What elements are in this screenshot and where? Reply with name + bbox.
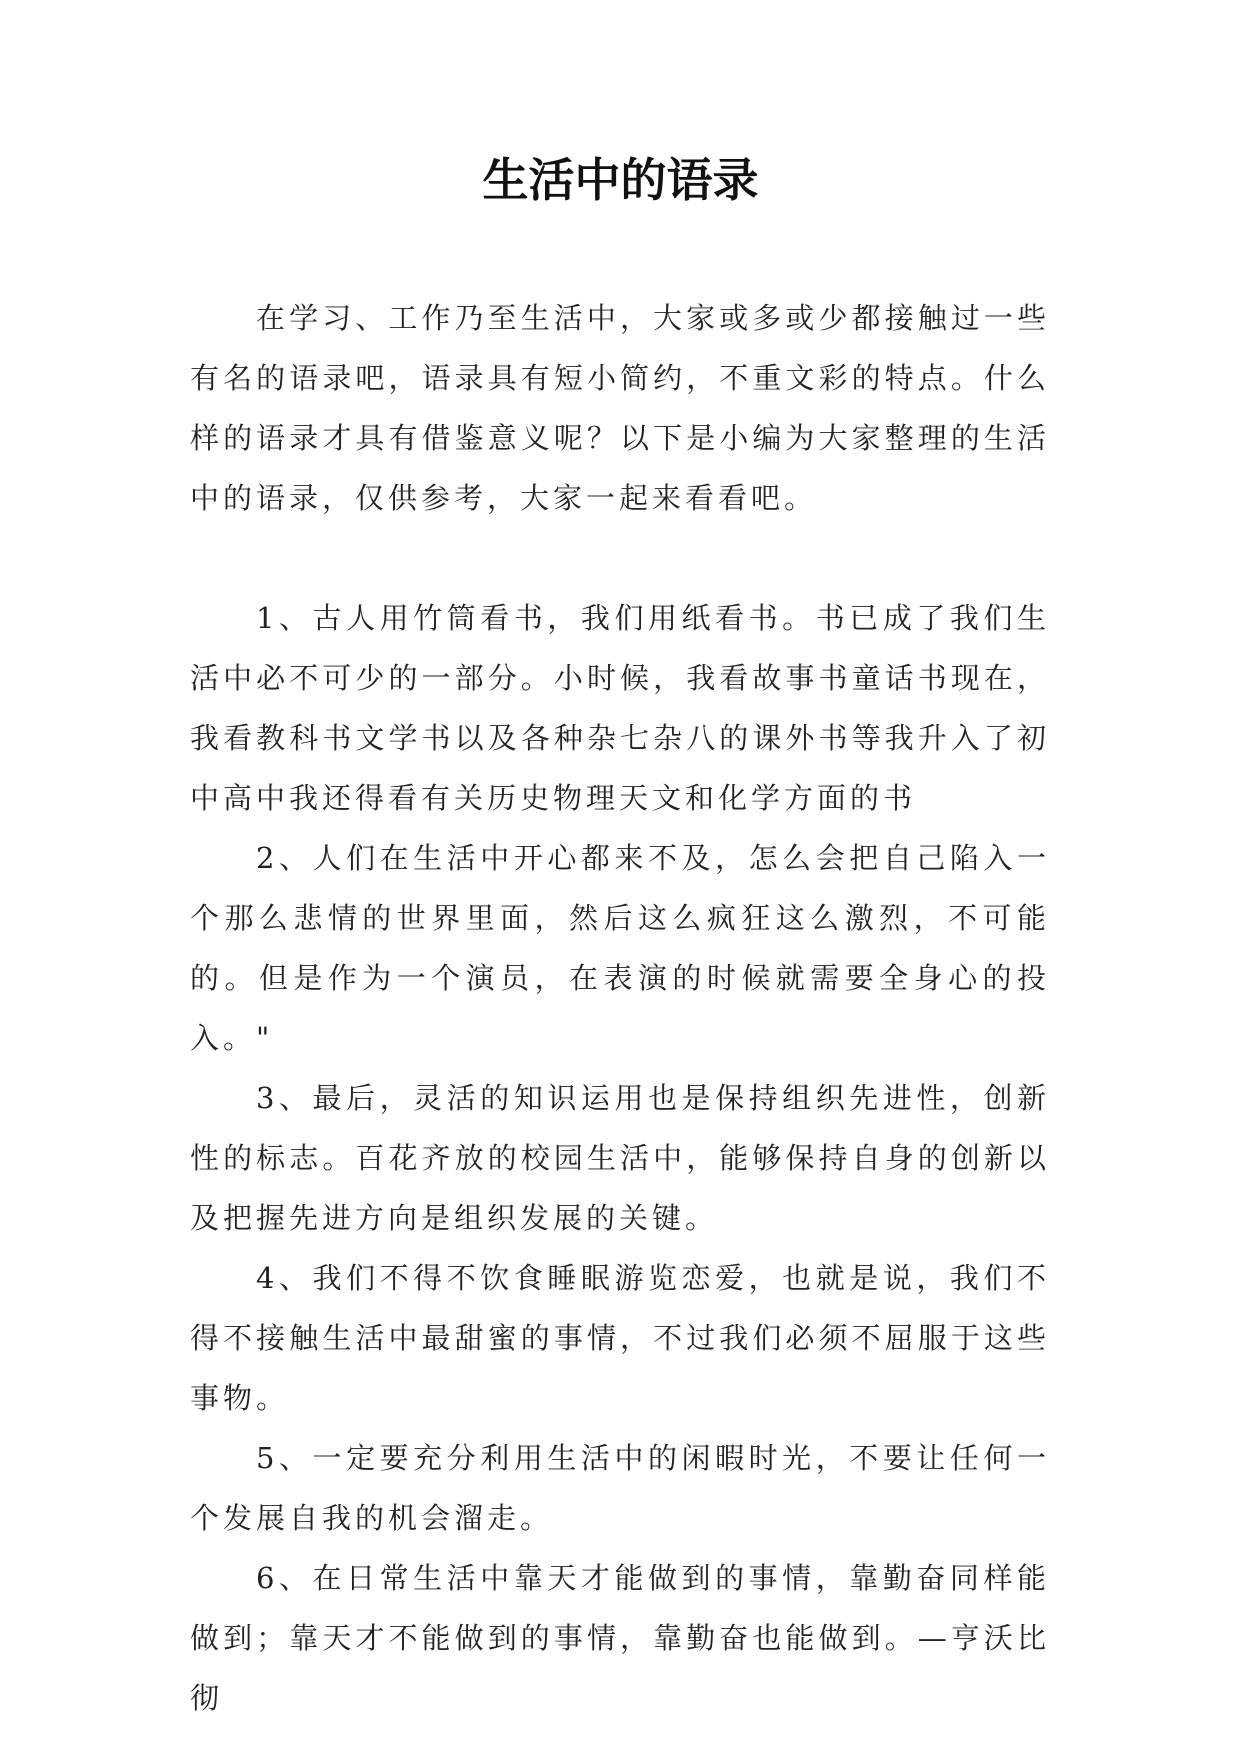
quote-paragraph: 1、古人用竹筒看书，我们用纸看书。书已成了我们生活中必不可少的一部分。小时候，我看故事书童话书现在，我看教科书文学书以及各种杂七杂八的课外书等我升入了初中高中我还得看有关历史物理天文和化学方面的书 — [190, 601, 1050, 815]
quote-paragraph: 4、我们不得不饮食睡眠游览恋爱，也就是说，我们不得不接触生活中最甜蜜的事情，不过我们必须不屈服于这些事物。 — [190, 1261, 1050, 1415]
quote-paragraph: 2、人们在生活中开心都来不及，怎么会把自己陷入一个那么悲情的世界里面，然后这么疯狂这么激烈，不可能的。但是作为一个演员，在表演的时候就需要全身心的投入。" — [190, 841, 1050, 1055]
document-body — [190, 288, 1050, 1728]
page-title: 生活中的语录 — [482, 153, 759, 207]
quote-paragraph: 5、一定要充分利用生活中的闲暇时光，不要让任何一个发展自我的机会溜走。 — [190, 1441, 1050, 1535]
quote-paragraph: 6、在日常生活中靠天才能做到的事情，靠勤奋同样能做到；靠天才不能做到的事情，靠勤奋也能做到。—亨沃比彻 — [190, 1561, 1050, 1715]
quote-paragraph: 3、最后，灵活的知识运用也是保持组织先进性，创新性的标志。百花齐放的校园生活中，能够保持自身的创新以及把握先进方向是组织发展的关键。 — [190, 1081, 1050, 1235]
intro-paragraph: 在学习、工作乃至生活中，大家或多或少都接触过一些有名的语录吧，语录具有短小简约，不重文彩的特点。什么样的语录才具有借鉴意义呢？以下是小编为大家整理的生活中的语录，仅供参考，大家一起来看看吧。 — [190, 301, 1050, 515]
